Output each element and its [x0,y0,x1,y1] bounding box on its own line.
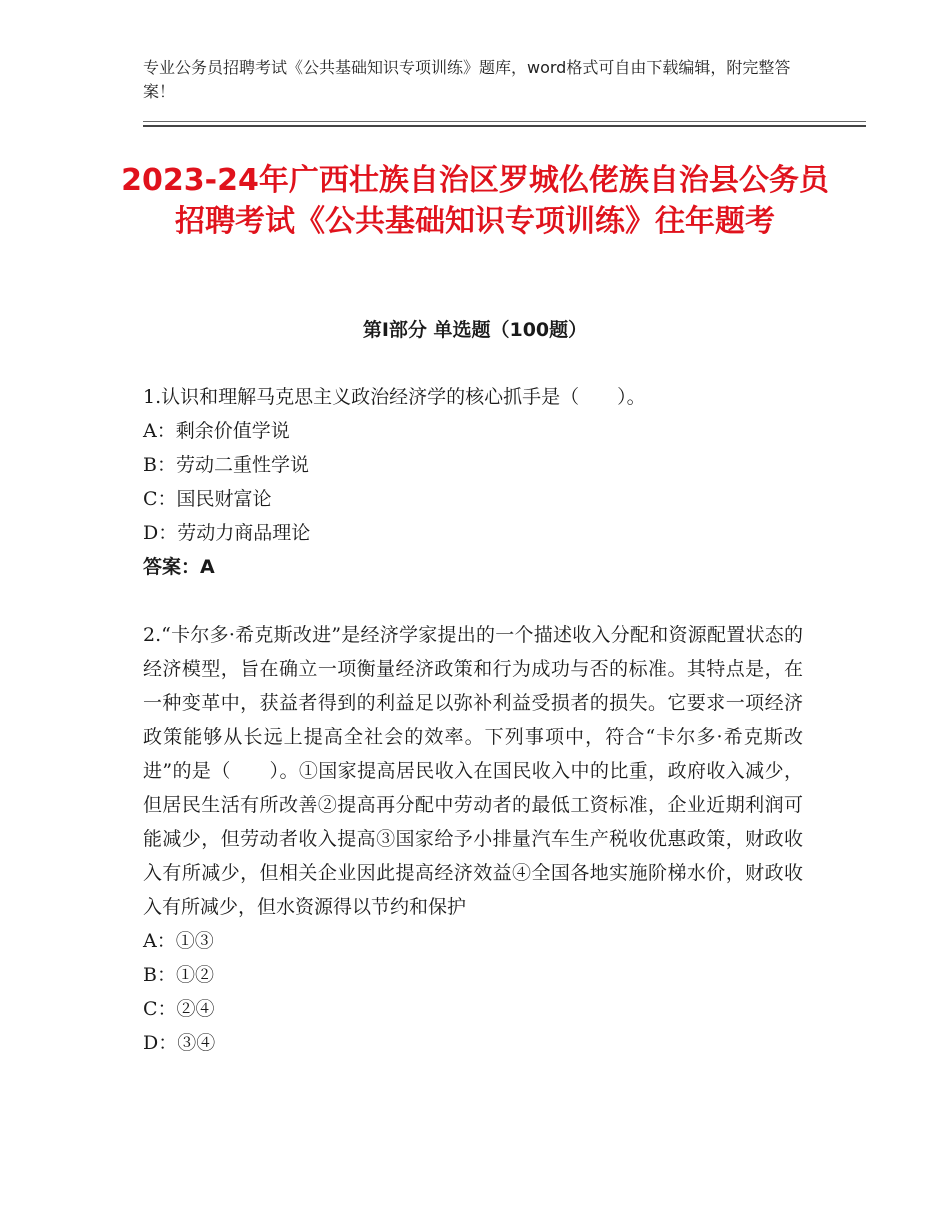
question-stem: 1.认识和理解马克思主义政治经济学的核心抓手是（ ）。 [143,386,646,408]
option-a: A：①③ [143,930,214,952]
option-b: B：①② [143,964,214,986]
option-c: C：国民财富论 [143,488,272,510]
option-d: D：③④ [143,1032,216,1054]
document-title: 2023-24年广西壮族自治区罗城仫佬族自治县公务员招聘考试《公共基础知识专项训练》往年题考 [121,163,829,239]
option-c: C：②④ [143,998,215,1020]
section-heading: 第Ⅰ部分 单选题（100题） [362,319,588,341]
header-note: 专业公务员招聘考试《公共基础知识专项训练》题库，word格式可自由下载编辑，附完整答案！ [143,58,791,101]
option-d: D：劳动力商品理论 [143,522,311,544]
question-stem: 2.“卡尔多·希克斯改进”是经济学家提出的一个描述收入分配和资源配置状态的经济模型，旨在确立一项衡量经济政策和行为成功与否的标准。其特点是，在一种变革中，获益者得到的利益足以弥补利益受损者的损失。它要求一项经济政策能够从长远上提高全社会的效率。下列事项中，符合“卡尔多·希克斯改进”的是（ ）。①国家提高居民收入在国民收入中的比重，政府收入减少，但居民生活有所改善②提高再分配中劳动者的最低工资标准，企业近期利润可能减少，但劳动者收入提高③国家给予小排量汽车生产税收优惠政策，财政收入有所减少，但相关企业因此提高经济效益④全国各地实施阶梯水价，财政收入有所减少，但水资源得以节约和保护 [143,624,803,918]
header-rule-thin [143,121,866,122]
header-rule-thick [143,125,866,127]
question-1 [143,380,803,584]
option-a: A：剩余价值学说 [143,420,290,442]
question-2 [143,618,803,1060]
option-b: B：劳动二重性学说 [143,454,309,476]
answer: 答案：A [143,556,215,578]
